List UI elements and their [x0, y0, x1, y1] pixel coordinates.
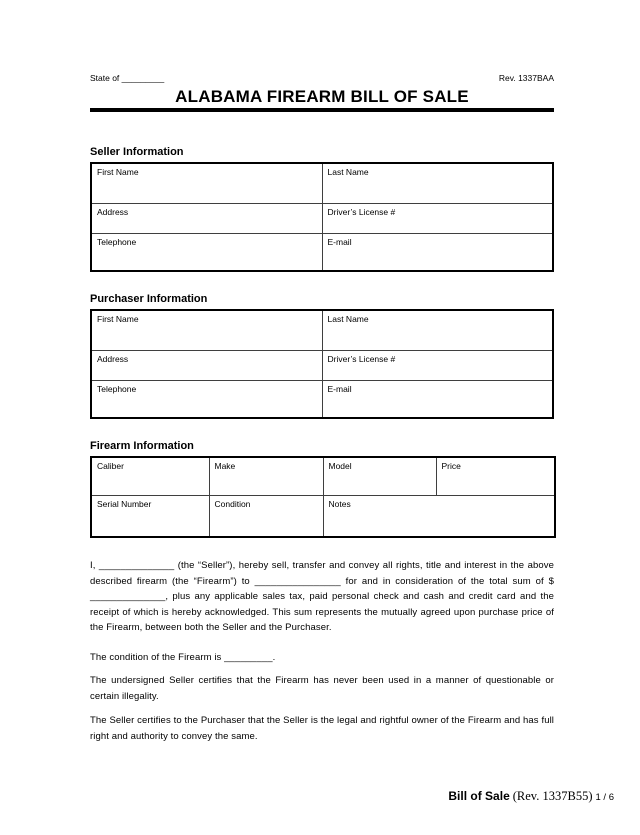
firearm-make-cell[interactable]: Make — [209, 457, 323, 495]
legality-certification-paragraph: The undersigned Seller certifies that the Firearm has never been used in a manner of questionable or certain illegality. — [90, 675, 554, 702]
state-of-blank[interactable]: State of _________ — [90, 73, 165, 83]
firearm-caliber-cell[interactable]: Caliber — [91, 457, 209, 495]
page-title: ALABAMA FIREARM BILL OF SALE — [175, 87, 469, 106]
footer-page-number: 1 / 6 — [595, 792, 614, 803]
footer-revision: (Rev. 1337B55) — [512, 789, 593, 803]
footer-doc-name: Bill of Sale — [448, 789, 510, 803]
ownership-certification-paragraph: The Seller certifies to the Purchaser that the Seller is the legal and rightful owner of the Firearm and has full right and authority to convey the same. — [90, 715, 554, 742]
revision-label: Rev. 1337BAA — [498, 73, 554, 83]
firearm-condition-cell[interactable]: Condition — [209, 495, 323, 537]
seller-section-heading: Seller Information — [90, 146, 184, 158]
table-row — [91, 457, 555, 495]
table-row — [91, 495, 555, 537]
purchaser-telephone-cell[interactable]: Telephone — [91, 380, 322, 418]
table-row — [91, 203, 553, 233]
seller-address-cell[interactable]: Address — [91, 203, 322, 233]
purchaser-drivers-license-cell[interactable]: Driver’s License # — [322, 350, 553, 380]
seller-info-table — [90, 162, 554, 272]
firearm-section-heading: Firearm Information — [90, 440, 194, 452]
firearm-serial-number-cell[interactable]: Serial Number — [91, 495, 209, 537]
purchaser-last-name-cell[interactable]: Last Name — [322, 310, 553, 350]
condition-paragraph: The condition of the Firearm is _________. — [90, 651, 276, 663]
purchaser-address-cell[interactable]: Address — [91, 350, 322, 380]
firearm-notes-cell[interactable]: Notes — [323, 495, 555, 537]
firearm-model-cell[interactable]: Model — [323, 457, 436, 495]
firearm-info-table — [90, 456, 556, 538]
seller-email-cell[interactable]: E-mail — [322, 233, 553, 271]
seller-last-name-cell[interactable]: Last Name — [322, 163, 553, 203]
page-footer — [448, 789, 614, 805]
purchaser-first-name-cell[interactable]: First Name — [91, 310, 322, 350]
agreement-paragraph: I, ______________ (the “Seller”), hereby sell, transfer and convey all rights, title and interest in the above described firearm (the “Firearm”) to ________________ for and in consideration of the total sum of $ ______________, plus any applicable sales tax, paid personal check and cash and credit card and the receipt of which is hereby acknowledged. This sum represents the mutually agreed upon purchase price of the Firearm, between both the Seller and the Purchaser. — [90, 560, 554, 633]
purchaser-email-cell[interactable]: E-mail — [322, 380, 553, 418]
firearm-price-cell[interactable]: Price — [436, 457, 555, 495]
seller-first-name-cell[interactable]: First Name — [91, 163, 322, 203]
table-row — [91, 350, 553, 380]
table-row — [91, 380, 553, 418]
header-meta-row — [90, 73, 554, 83]
page-content — [90, 0, 554, 744]
purchaser-section-heading: Purchaser Information — [90, 293, 208, 305]
table-row — [91, 163, 553, 203]
table-row — [91, 310, 553, 350]
seller-telephone-cell[interactable]: Telephone — [91, 233, 322, 271]
purchaser-info-table — [90, 309, 554, 419]
seller-drivers-license-cell[interactable]: Driver’s License # — [322, 203, 553, 233]
title-rule — [90, 108, 554, 112]
table-row — [91, 233, 553, 271]
